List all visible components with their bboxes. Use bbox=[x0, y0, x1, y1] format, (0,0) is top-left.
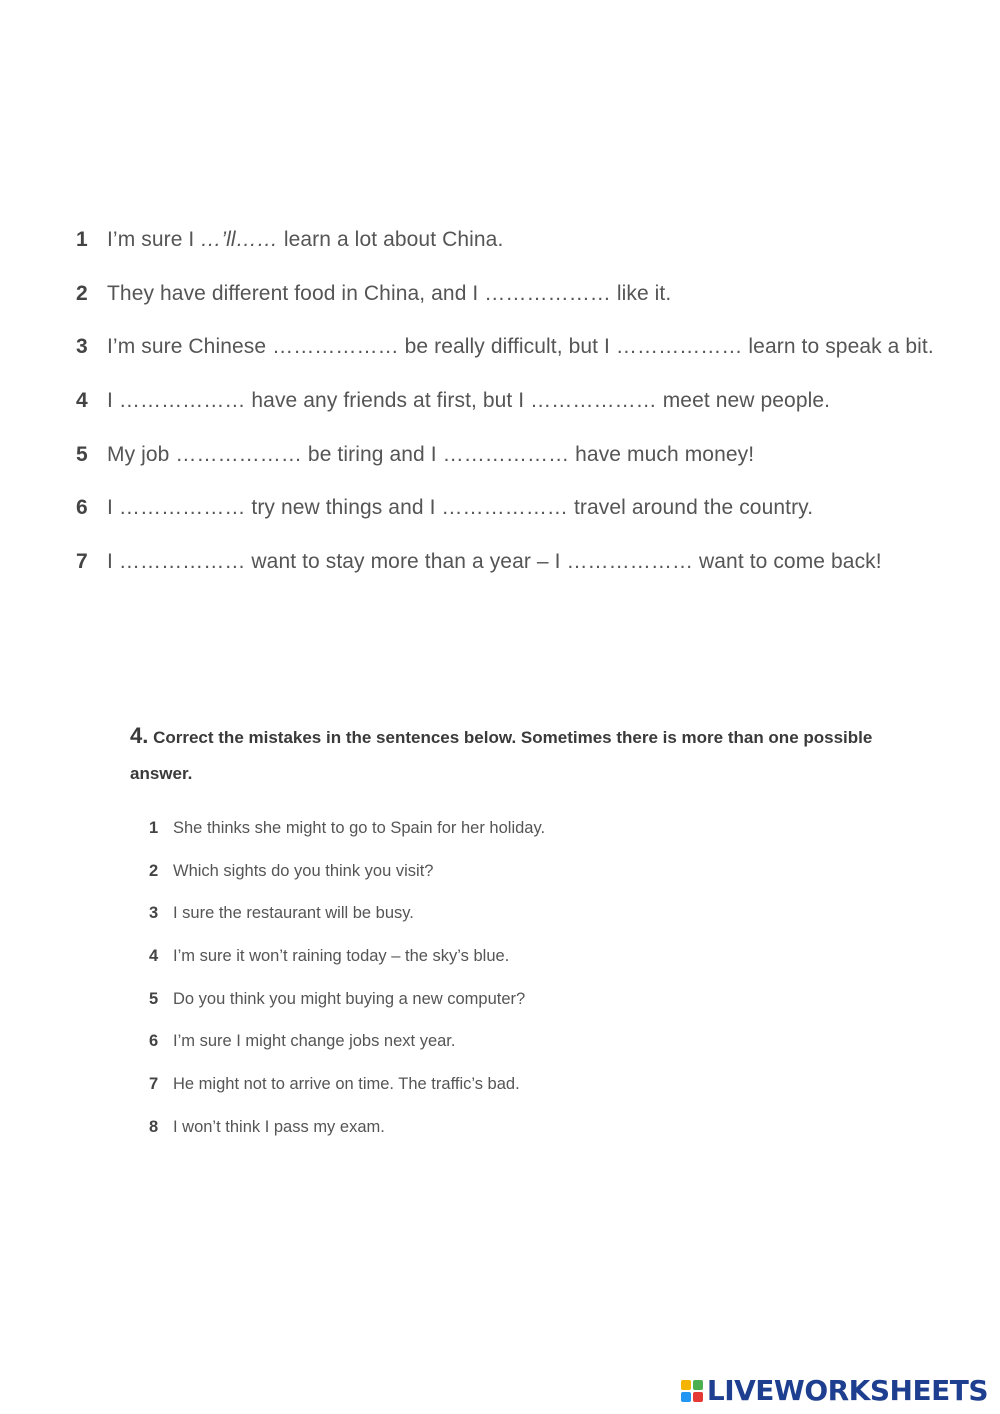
item-number: 1 bbox=[76, 228, 88, 251]
exercise-4-list bbox=[130, 819, 890, 1161]
exercise-4-item bbox=[149, 1032, 890, 1075]
item-text: I sure the restaurant will be busy. bbox=[173, 904, 414, 923]
exercise-4-instruction: Correct the mistakes in the sentences below. Sometimes there is more than one possible answer. bbox=[130, 728, 873, 783]
item-number: 3 bbox=[76, 335, 88, 359]
item-number: 4 bbox=[76, 389, 88, 413]
logo-text: LIVEWORKSHEETS bbox=[706, 1374, 988, 1407]
item-text: I won’t think I pass my exam. bbox=[173, 1117, 385, 1136]
exercise-3-item bbox=[76, 389, 976, 443]
item-text: She thinks she might to go to Spain for her holiday. bbox=[173, 819, 546, 837]
item-text: They have different food in China, and I ……………… like it. bbox=[107, 281, 672, 305]
item-text-end: learn a lot about China. bbox=[277, 228, 504, 251]
item-text: I’m sure I might change jobs next year. bbox=[173, 1032, 456, 1051]
item-number: 4 bbox=[149, 947, 159, 966]
item-text: Which sights do you think you visit? bbox=[173, 861, 434, 880]
exercise-3-item bbox=[76, 443, 976, 497]
item-number: 6 bbox=[149, 1032, 159, 1051]
exercise-4-item bbox=[149, 862, 890, 905]
exercise-4 bbox=[130, 718, 890, 1161]
item-text-start: I’m sure I bbox=[107, 228, 201, 251]
exercise-4-item bbox=[149, 990, 890, 1033]
exercise-3-item bbox=[76, 335, 976, 389]
liveworksheets-logo bbox=[681, 1374, 988, 1407]
item-number: 7 bbox=[76, 550, 88, 574]
item-text: He might not to arrive on time. The traffic’s bad. bbox=[173, 1075, 520, 1094]
item-number: 8 bbox=[149, 1117, 159, 1136]
exercise-3-item bbox=[76, 282, 976, 336]
exercise-3-item bbox=[76, 228, 976, 282]
exercise-3-item bbox=[76, 550, 976, 604]
item-text: I’m sure Chinese ……………… be really difficult, but I ……………… learn to speak a bit. bbox=[107, 335, 934, 359]
item-text: I ……………… try new things and I ……………… travel around the country. bbox=[107, 496, 814, 520]
logo-mark-square bbox=[693, 1392, 703, 1402]
exercise-4-heading bbox=[130, 718, 890, 792]
item-number: 7 bbox=[149, 1075, 159, 1094]
item-text: I ……………… want to stay more than a year – I ……………… want to come back! bbox=[107, 550, 882, 574]
item-number: 5 bbox=[149, 989, 159, 1008]
item-text: Do you think you might buying a new computer? bbox=[173, 989, 526, 1008]
item-number: 5 bbox=[76, 442, 88, 466]
item-number: 1 bbox=[149, 819, 159, 837]
liveworksheets-mark-icon bbox=[681, 1380, 703, 1402]
item-text bbox=[107, 228, 503, 252]
exercise-4-number: 4. bbox=[130, 723, 149, 748]
example-answer: …’ll…… bbox=[200, 228, 278, 251]
item-text: My job ……………… be tiring and I ……………… have much money! bbox=[107, 442, 755, 466]
exercise-4-item bbox=[149, 1075, 890, 1118]
logo-mark-square bbox=[681, 1392, 691, 1402]
exercise-4-item bbox=[149, 1118, 890, 1161]
exercise-3 bbox=[76, 228, 976, 604]
item-text: I’m sure it won’t raining today – the sky’s blue. bbox=[173, 947, 510, 966]
item-number: 2 bbox=[149, 861, 159, 880]
exercise-4-item bbox=[149, 904, 890, 947]
item-number: 2 bbox=[76, 281, 88, 305]
item-text: I ……………… have any friends at first, but I ……………… meet new people. bbox=[107, 389, 831, 413]
item-number: 3 bbox=[149, 904, 159, 923]
exercise-4-item bbox=[149, 947, 890, 990]
item-number: 6 bbox=[76, 496, 88, 520]
exercise-4-item bbox=[149, 819, 890, 862]
exercise-3-item bbox=[76, 496, 976, 550]
logo-mark-square bbox=[681, 1380, 691, 1390]
logo-mark-square bbox=[693, 1380, 703, 1390]
